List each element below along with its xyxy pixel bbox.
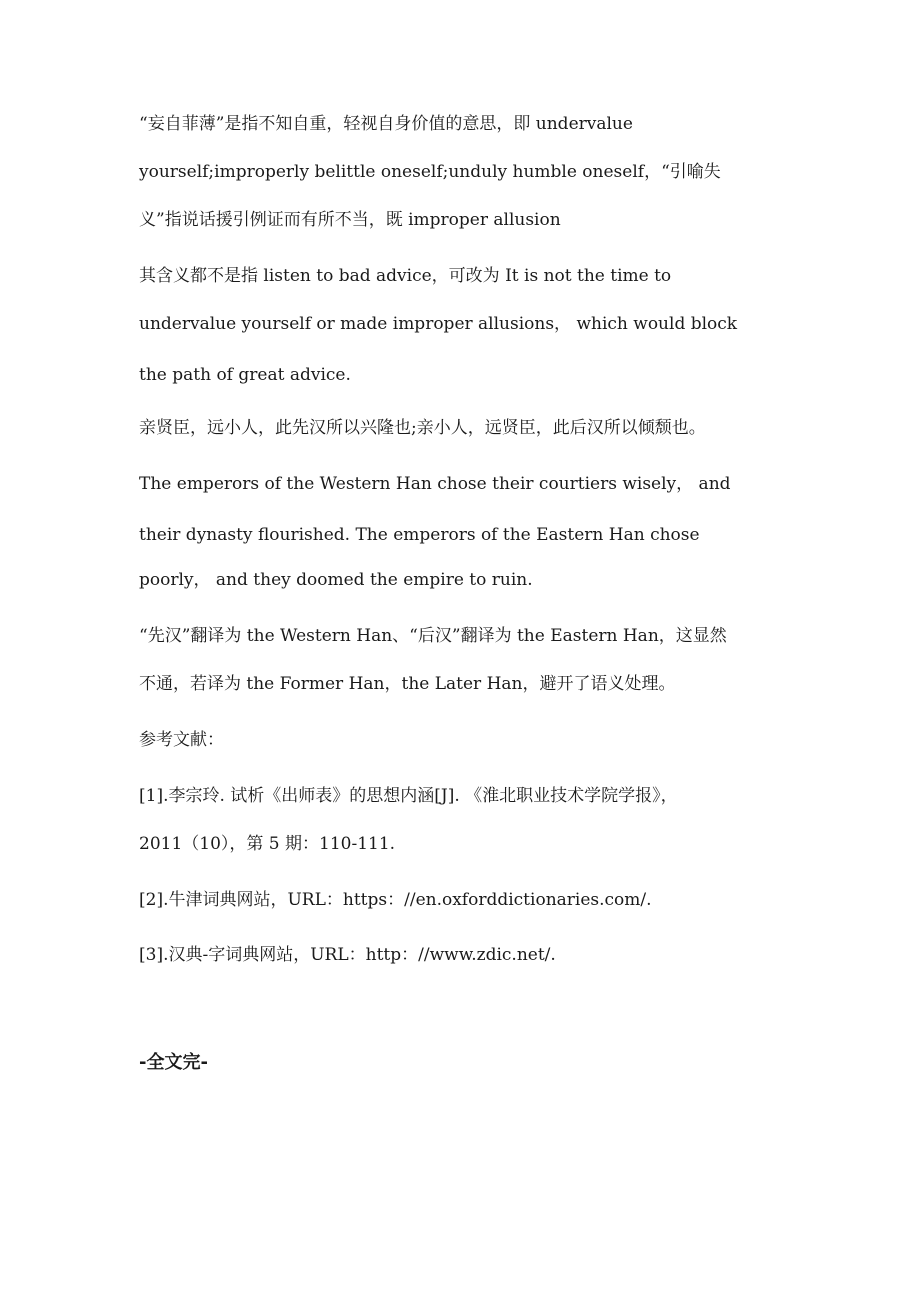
end-of-document-mark: -全文完- (139, 1052, 208, 1073)
paragraph-5-line-2: 不通，若译为 the Former Han，the Later Han，避开了语义处理。 (139, 674, 676, 694)
paragraph-3-line-1: 亲贤臣，远小人，此先汉所以兴隆也;亲小人，远贤臣，此后汉所以倾颓也。 (139, 418, 706, 438)
paragraph-2-line-2: undervalue yourself or made improper allusions， which would block (139, 314, 738, 334)
paragraph-5-line-1: “先汉”翻译为 the Western Han、“后汉”翻译为 the Eastern Han，这显然 (139, 626, 727, 646)
paragraph-4-line-2: their dynasty flourished. The emperors of the Eastern Han chose (139, 525, 700, 545)
reference-3: [3].汉典-字词典网站，URL：http：//www.zdic.net/. (139, 945, 556, 965)
paragraph-1-line-2: yourself;improperly belittle oneself;unduly humble oneself，“引喻失 (139, 162, 721, 182)
paragraph-2-line-1: 其含义都不是指 listen to bad advice，可改为 It is not the time to (139, 266, 672, 286)
reference-2: [2].牛津词典网站，URL：https：//en.oxforddictionaries.com/. (139, 890, 652, 910)
references-heading: 参考文献： (139, 730, 224, 750)
paragraph-2-line-3: the path of great advice. (139, 365, 351, 385)
paragraph-1-line-3: 义”指说话援引例证而有所不当，既 improper allusion (139, 210, 561, 230)
reference-1-line-1: [1].李宗玲. 试析《出师表》的思想内涵[J]. 《淮北职业技术学院学报》， (139, 786, 678, 806)
paragraph-4-line-1: The emperors of the Western Han chose their courtiers wisely， and (139, 474, 731, 494)
paragraph-1-line-1: “妄自菲薄”是指不知自重，轻视自身价值的意思，即 undervalue (139, 114, 633, 134)
paragraph-4-line-3: poorly， and they doomed the empire to ruin. (139, 570, 533, 590)
reference-1-line-2: 2011（10），第 5 期：110-111. (139, 834, 396, 854)
